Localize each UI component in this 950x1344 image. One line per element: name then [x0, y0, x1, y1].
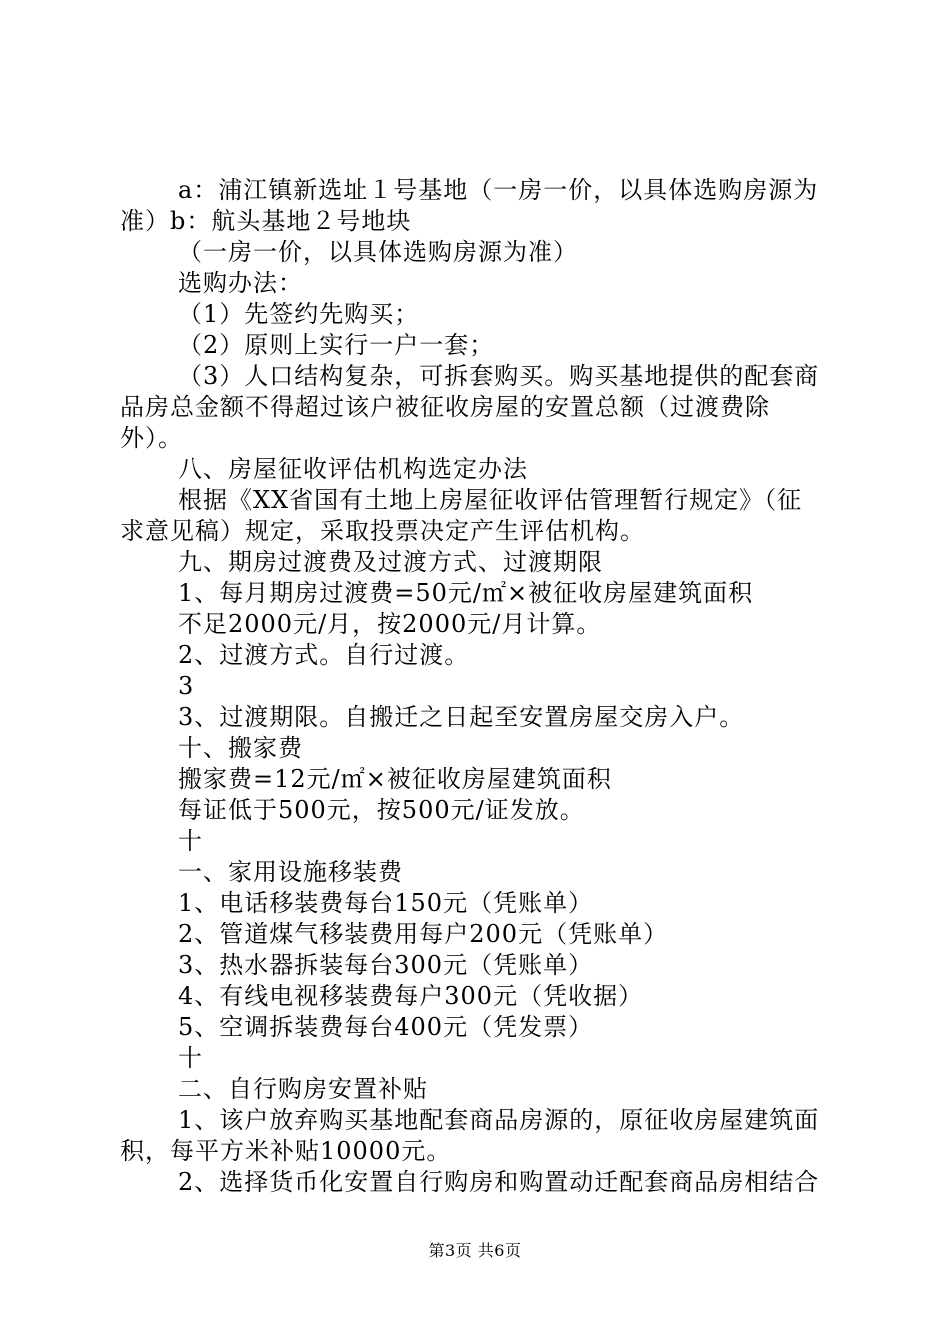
text-line: 积，每平方米补贴10000元。: [120, 1137, 452, 1165]
text-line: 3: [178, 672, 195, 700]
text-line: 准）b：航头基地２号地块: [120, 207, 412, 235]
body-text: [120, 175, 838, 1198]
text-line: 每证低于500元，按500元/证发放。: [178, 796, 585, 824]
text-line: 十: [178, 827, 203, 855]
page-footer: 第3页 共6页: [428, 1241, 522, 1260]
text-line: 2、选择货币化安置自行购房和购置动迁配套商品房相结合: [178, 1168, 820, 1196]
text-line: 搬家费=12元/㎡×被征收房屋建筑面积: [178, 765, 612, 793]
text-line: 1、每月期房过渡费=50元/㎡×被征收房屋建筑面积: [178, 579, 754, 607]
text-line: 不足2000元/月，按2000元/月计算。: [178, 610, 602, 638]
text-line: 十、搬家费: [178, 734, 303, 762]
text-line: 2、管道煤气移装费用每户200元（凭账单）: [178, 920, 669, 948]
text-line: 4、有线电视移装费每户300元（凭收据）: [178, 982, 644, 1010]
text-line: a：浦江镇新选址１号基地（一房一价，以具体选购房源为: [178, 176, 819, 204]
text-line: 外）。: [120, 424, 183, 452]
text-line: 1、电话移装费每台150元（凭账单）: [178, 889, 594, 917]
text-line: 3、过渡期限。自搬迁之日起至安置房屋交房入户。: [178, 703, 745, 731]
text-line: 品房总金额不得超过该户被征收房屋的安置总额（过渡费除: [120, 393, 770, 421]
text-line: （一房一价，以具体选购房源为准）: [178, 238, 578, 266]
text-line: 1、该户放弃购买基地配套商品房源的，原征收房屋建筑面: [178, 1106, 820, 1134]
text-line: 八、房屋征收评估机构选定办法: [178, 455, 528, 483]
text-line: （3）人口结构复杂，可拆套购买。购买基地提供的配套商: [178, 362, 820, 390]
text-line: （1）先签约先购买；: [178, 300, 420, 328]
text-line: 5、空调拆装费每台400元（凭发票）: [178, 1013, 594, 1041]
text-line: （2）原则上实行一户一套；: [178, 331, 495, 359]
text-line: 二、自行购房安置补贴: [178, 1075, 428, 1103]
text-line: 求意见稿）规定，采取投票决定产生评估机构。: [120, 517, 645, 545]
text-line: 根据《XX省国有土地上房屋征收评估管理暂行规定》（征: [178, 486, 803, 514]
text-line: 一、家用设施移装费: [178, 858, 403, 886]
text-line: 2、过渡方式。自行过渡。: [178, 641, 470, 669]
text-line: 选购办法：: [178, 269, 303, 297]
text-line: 十: [178, 1044, 203, 1072]
text-line: 3、热水器拆装每台300元（凭账单）: [178, 951, 594, 979]
text-line: 九、期房过渡费及过渡方式、过渡期限: [178, 548, 603, 576]
